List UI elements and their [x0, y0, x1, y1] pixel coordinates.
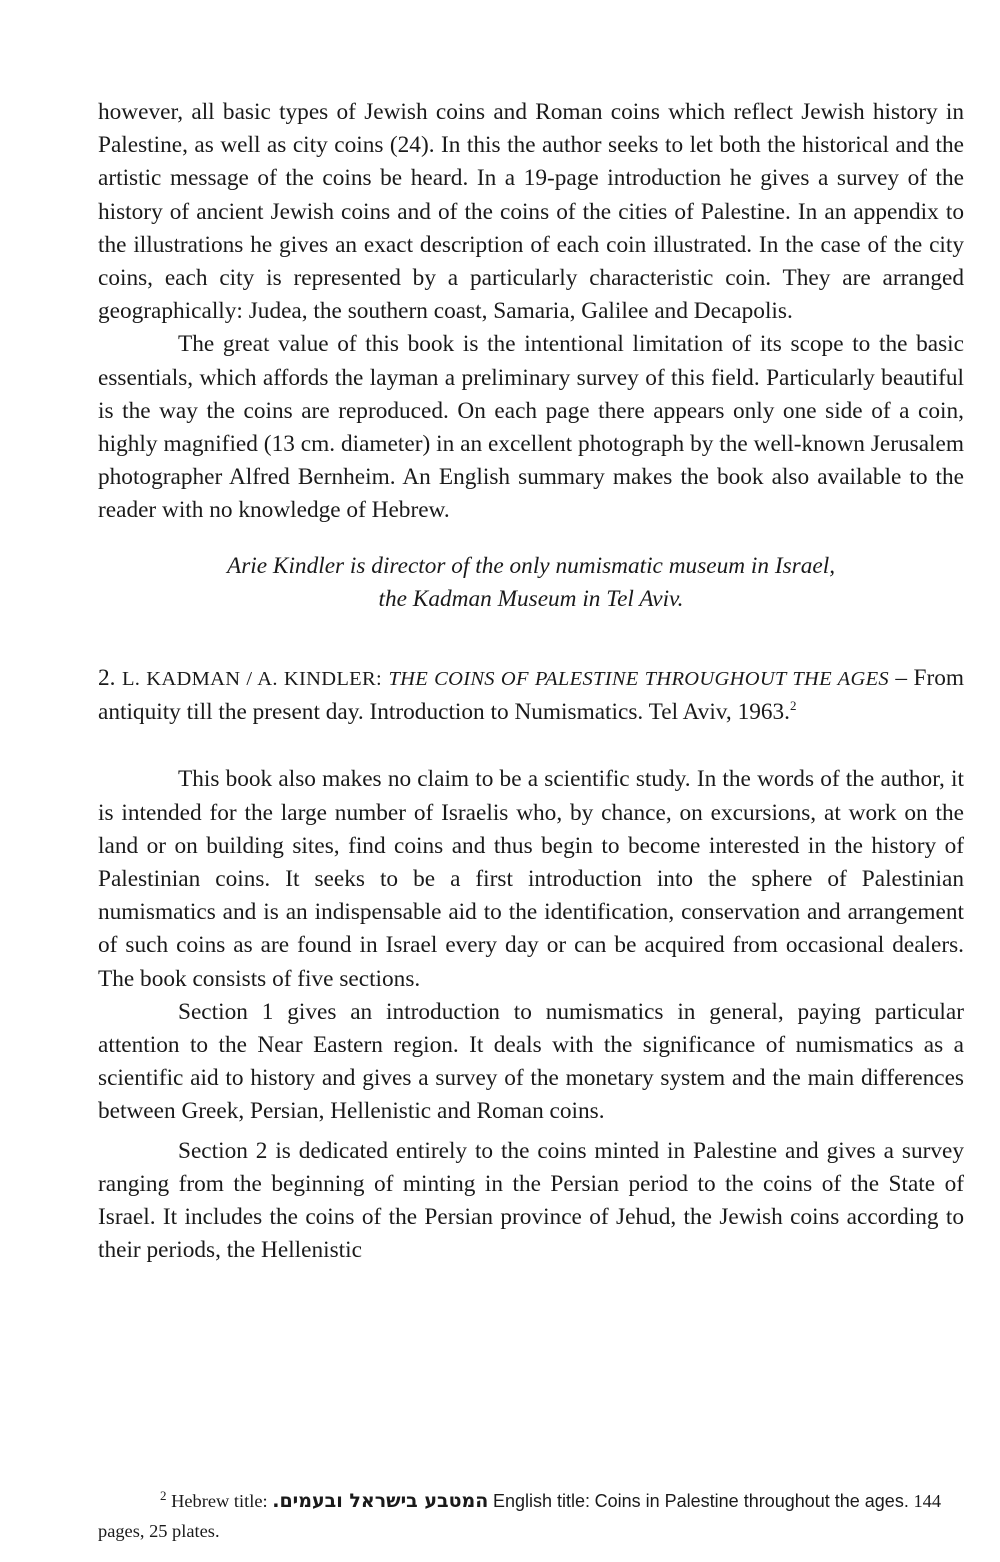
paragraph-section-2: Section 2 is dedicated entirely to the coins minted in Palestine and gives a survey ranging from the beginning of minting in the Persian period to the coins of the State of Israel. It includes the coins of the Persian province of Jehud, the Jewish coins according to their periods, the Hellenistic: [98, 1137, 964, 1264]
footnote-hebrew-label: Hebrew title:: [171, 1491, 268, 1511]
entry-number: 2.: [98, 665, 116, 692]
entry-title: THE COINS OF PALESTINE THROUGHOUT THE AGES: [388, 668, 889, 691]
paragraph-book-purpose: This book also makes no claim to be a scientific study. In the words of the author, it is intended for the large number of Israelis who, by chance, on excursions, at work on the land or on building sites, find coins and thus begin to become interested in the history of Palestinian coins. It seeks to be a first introduction into the sphere of Palestinian numismatics and is an indispensable aid to the identification, conservation and arrangement of such coins as are found in Israel every day or can be acquired from occasional dealers. The book consists of five sections.: [98, 766, 964, 992]
author-bio-line-2: the Kadman Museum in Tel Aviv.: [378, 585, 684, 612]
entry-authors: L. KADMAN / A. KINDLER:: [121, 668, 382, 691]
footnote-hebrew-title: המטבע בישראל ובעמים.: [272, 1490, 489, 1512]
footnote-english-title: Coins in Palestine throughout the ages.: [594, 1491, 909, 1511]
footnote: [98, 1486, 964, 1546]
paragraph-book-value: The great value of this book is the intentional limitation of its scope to the basic essentials, which affords the layman a preliminary survey of this field. Particularly beautiful is the way the coins are reproduced. On each page there appears only one side of a coin, highly magnified (13 cm. diameter) in an excellent photograph by the well-known Jerusalem photographer Alfred Bernheim. An English summary makes the book also available to the reader with no knowledge of Hebrew.: [98, 331, 964, 524]
footnote-mark: 2: [160, 1487, 167, 1503]
footnote-details: 144 pages, 25 plates.: [98, 1491, 942, 1541]
footnote-english-label: English title:: [492, 1491, 590, 1511]
author-bio: [98, 550, 964, 616]
bibliographic-entry: [98, 662, 964, 729]
footnote-reference: 2: [790, 698, 797, 714]
author-bio-line-1: Arie Kindler is director of the only numismatic museum in Israel,: [226, 552, 836, 579]
entry-details: – From antiquity till the present day. Introduction to Numismatics. Tel Aviv, 1963.: [98, 665, 965, 726]
paragraph-section-1: Section 1 gives an introduction to numismatics in general, paying particular attention to the Near Eastern region. It deals with the significance of numismatics as a scientific aid to history and gives a survey of the monetary system and the main differences between Greek, Persian, Hellenistic and Roman coins.: [98, 998, 964, 1125]
paragraph-review-continuation: however, all basic types of Jewish coins and Roman coins which reflect Jewish history in Palestine, as well as city coins (24). In this the author seeks to let both the historical and the artistic message of the coins be heard. In a 19-page introduction he gives a survey of the history of ancient Jewish coins and of the coins of the cities of Palestine. In an appendix to the illustrations he gives an exact description of each coin illustrated. In the case of the city coins, each city is represented by a particularly characteristic coin. They are arranged geographically: Judea, the southern coast, Samaria, Galilee and Decapolis.: [98, 99, 964, 325]
